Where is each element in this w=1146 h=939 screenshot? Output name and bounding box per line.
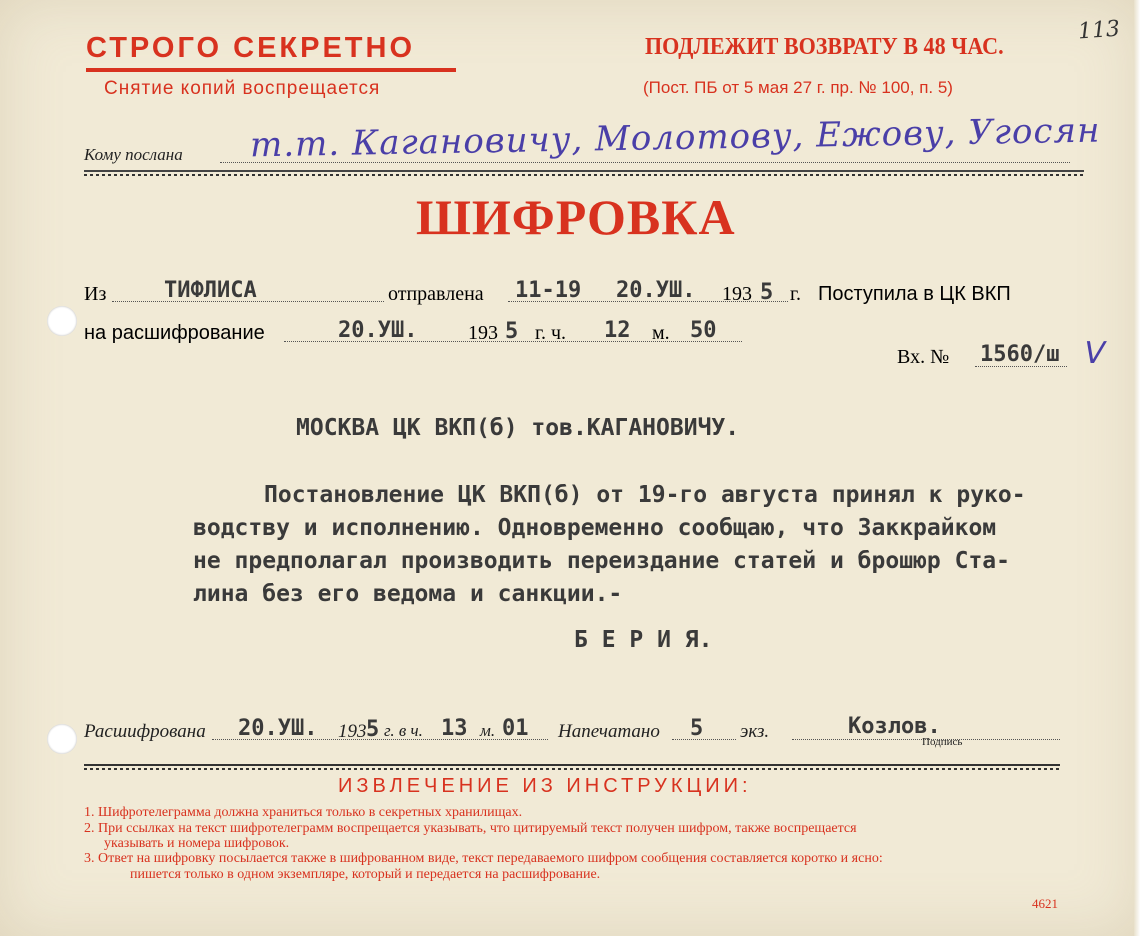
from-value: ТИФЛИСА (164, 278, 257, 303)
decrypted-label: Расшифрована (84, 721, 206, 742)
instruction-2-cont: указывать и номера шифровок. (104, 836, 290, 851)
incoming-label: Вх. № (897, 346, 950, 368)
recipients-divider-2 (84, 174, 1084, 176)
instruction-3: 3. Ответ на шифровку посылается также в шифрованном виде, текст передаваемого шифром сообщения составляется коротко и ясно: (84, 851, 883, 866)
sent-year-digit: 5 (760, 280, 774, 305)
hour-label: г. ч. (535, 322, 567, 344)
decrypt-year-digit: 5 (505, 319, 519, 344)
recipients-divider (84, 170, 1084, 172)
sent-year-prefix: 193 (722, 283, 752, 305)
decrypted-minute-value: 01 (502, 716, 529, 741)
recipients-handwritten: т.т. Кагановичу, Молотову, Ежову, Угосян (249, 110, 1101, 166)
decrypted-hour-value: 13 (441, 716, 468, 741)
decrypted-year-digit: 5 (366, 717, 380, 742)
decrypted-hour-label: г. в ч. (384, 721, 423, 740)
footer-divider-2 (84, 768, 1060, 770)
message-address: МОСКВА ЦК ВКП(б) тов.КАГАНОВИЧУ. (296, 415, 740, 441)
decrypt-label: на расшифрование (84, 322, 265, 344)
copies-label: экз. (740, 721, 770, 742)
message-line-4: лина без его ведома и санкции.- (193, 581, 623, 607)
message-line-3: не предполагал производить переиздание статей и брошюр Ста- (193, 548, 1010, 574)
sent-time-value: 11-19 (515, 278, 582, 303)
punch-hole-bottom (47, 724, 77, 754)
signature-label: Подпись (922, 736, 963, 748)
hour-value: 12 (604, 318, 631, 343)
signer-name: Козлов. (848, 714, 941, 739)
sent-year-suffix: г. (790, 283, 801, 305)
instruction-1: 1. Шифротелеграмма должна храниться только в секретных хранилищах. (84, 805, 523, 820)
incoming-value: 1560/ш (980, 342, 1060, 367)
decrypted-minute-label: м. (480, 721, 496, 740)
printed-value: 5 (690, 716, 704, 741)
message-line-1: Постановление ЦК ВКП(б) от 19-го августа принял к руко- (264, 482, 1026, 508)
decrypted-year-prefix: 193 (338, 721, 367, 742)
page-number-handwritten: 113 (1077, 16, 1121, 45)
instruction-3-cont: пишется только в одном экземпляре, который и передается на расшифрование. (130, 867, 601, 882)
received-label: Поступила в ЦК ВКП (818, 283, 1011, 305)
punch-hole-top (47, 306, 77, 336)
return-notice-subtitle: (Пост. ПБ от 5 мая 27 г. пр. № 100, п. 5) (643, 78, 953, 97)
decrypt-date-value: 20.УШ. (338, 318, 418, 343)
top-secret-underline (86, 68, 456, 72)
footer-divider (84, 764, 1060, 766)
instructions-title: ИЗВЛЕЧЕНИЕ ИЗ ИНСТРУКЦИИ: (338, 775, 752, 797)
instruction-2: 2. При ссылках на текст шифротелеграмм воспрещается указывать, что цитируемый текст получен шифром, также воспрещается (84, 821, 857, 836)
sent-date-value: 20.УШ. (616, 278, 696, 303)
recipients-label: Кому послана (84, 145, 183, 164)
top-secret-title: СТРОГО СЕКРЕТНО (86, 32, 416, 64)
return-notice-title: ПОДЛЕЖИТ ВОЗВРАТУ В 48 ЧАС. (645, 34, 1004, 60)
decrypt-year-prefix: 193 (468, 322, 498, 344)
message-signature: Б Е Р И Я. (574, 627, 713, 653)
message-line-2: водству и исполнению. Одновременно сообщаю, что Заккрайком (193, 515, 997, 541)
sent-label: отправлена (388, 283, 484, 305)
document-title: ШИФРОВКА (416, 189, 736, 245)
decrypted-date-value: 20.УШ. (238, 716, 318, 741)
minute-value: 50 (690, 318, 717, 343)
minute-label: м. (652, 322, 670, 344)
printed-line (672, 739, 736, 740)
from-label: Из (84, 283, 107, 305)
printed-label: Напечатано (558, 721, 660, 742)
form-number: 4621 (1032, 896, 1058, 911)
no-copies-notice: Снятие копий воспрещается (104, 78, 381, 99)
check-mark: V (1080, 336, 1109, 371)
